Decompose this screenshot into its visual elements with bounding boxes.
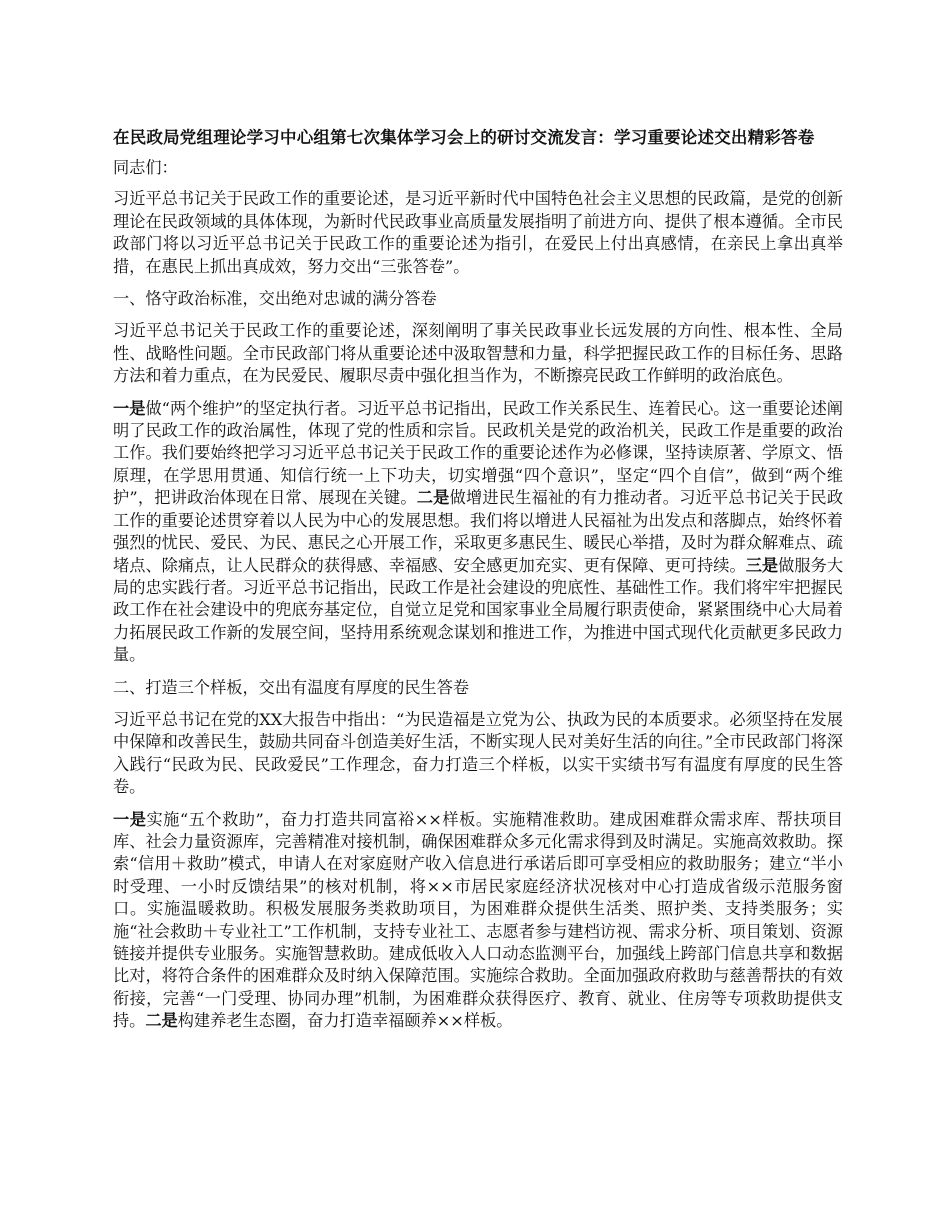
section-2-paragraph-1: 习近平总书记在党的XX大报告中指出：“为民造福是立党为公、执政为民的本质要求。必须坚持在发展中保障和改善民生，鼓励共同奋斗创造美好生活，不断实现人民对美好生活的向往。”全市民政部门将深入践行“民政为民、民政爱民”工作理念，奋力打造三个样板，以实干实绩书写有温度有厚度的民生答卷。 xyxy=(113,709,843,797)
section-1-heading: 一、恪守政治标准，交出绝对忠诚的满分答卷 xyxy=(113,289,437,309)
point-label-3: 三是 xyxy=(745,555,779,575)
point-label-1: 一是 xyxy=(113,398,146,418)
point-text-3: 做服务大局的忠实践行者。习近平总书记指出，民政工作是社会建设的兜底性、基础性工作。我们将牢牢把握民政工作在社会建设中的兜底夯基定位，自觉立足党和国家事业全局履行职责使命，紧紧围绕中心大局着力拓展民政工作新的发展空间，坚持用系统观念谋划和推进工作，为推进中国式现代化贡献更多民政力量。 xyxy=(113,555,844,665)
point-text-4: 实施“五个救助”，奋力打造共同富裕××样板。实施精准救助。建成困难群众需求库、帮扶项目库、社会力量资源库，完善精准对接机制，确保困难群众多元化需求得到及时满足。实施高效救助。探索“信用＋救助”模式，申请人在对家庭财产收入信息进行承诺后即可享受相应的救助服务；建立“半小时受理、一小时反馈结果”的核对机制，将××市居民家庭经济状况核对中心打造成省级示范服务窗口。实施温暖救助。积极发展服务类救助项目，为困难群众提供生活类、照护类、支持类服务；实施“社会救助＋专业社工”工作机制，支持专业社工、志愿者参与建档访视、需求分析、项目策划、资源链接并提供专业服务。实施智慧救助。建成低收入人口动态监测平台，加强线上跨部门信息共享和数据比对，将符合条件的困难群众及时纳入保障范围。实施综合救助。全面加强政府救助与慈善帮扶的有效衔接，完善“一门受理、协同办理”机制，为困难群众获得医疗、教育、就业、住房等专项救助提供支持。 xyxy=(113,809,843,1031)
document-title: 在民政局党组理论学习中心组第七次集体学习会上的研讨交流发言：学习重要论述交出精彩答卷 xyxy=(113,128,815,147)
intro-paragraph: 习近平总书记关于民政工作的重要论述，是习近平新时代中国特色社会主义思想的民政篇，是党的创新理论在民政领域的具体体现，为新时代民政事业高质量发展指明了前进方向、提供了根本遵循。全市民政部门将以习近平总书记关于民政工作的重要论述为指引，在爱民上付出真感情，在亲民上拿出真举措，在惠民上抓出真成效，努力交出“三张答卷”。 xyxy=(113,189,843,276)
section-1-paragraph-1: 习近平总书记关于民政工作的重要论述，深刻阐明了事关民政事业长远发展的方向性、根本性、全局性、战略性问题。全市民政部门将从重要论述中汲取智慧和力量，科学把握民政工作的目标任务、思路方法和着力重点，在为民爱民、履职尽责中强化担当作为，不断擦亮民政工作鲜明的政治底色。 xyxy=(113,321,843,386)
point-label-2: 二是 xyxy=(416,488,450,508)
point-text-2: 做增进民生福祉的有力推动者。习近平总书记关于民政工作的重要论述贯穿着以人民为中心的发展思想。我们将以增进人民福祉为出发点和落脚点，始终怀着强烈的忧民、爱民、为民、惠民之心开展工作，采取更多惠民生、暖民心举措，及时为群众解难点、疏堵点、除痛点，让人民群众的获得感、幸福感、安全感更加充实、更有保障、更可持续。 xyxy=(113,488,844,575)
point-label-4: 一是 xyxy=(113,809,147,829)
salutation: 同志们： xyxy=(113,158,178,177)
section-2-paragraph-2 xyxy=(113,809,843,1033)
point-text-5: 构建养老生态圈，奋力打造幸福颐养××样板。 xyxy=(177,1011,513,1031)
point-label-5: 二是 xyxy=(145,1011,178,1031)
point-text-1: 做“两个维护”的坚定执行者。习近平总书记指出，民政工作关系民生、连着民心。这一重要论述阐明了民政工作的政治属性，体现了党的性质和宗旨。民政机关是党的政治机关，民政工作是重要的政治工作。我们要始终把学习习近平总书记关于民政工作的重要论述作为必修课，坚持读原著、学原文、悟原理，在学思用贯通、知信行统一上下功夫，切实增强“四个意识”，坚定“四个自信”，做到“两个维护”，把讲政治体现在日常、展现在关键。 xyxy=(113,398,843,508)
document-page xyxy=(113,127,843,1043)
section-2-heading: 二、打造三个样板，交出有温度有厚度的民生答卷 xyxy=(113,677,470,697)
section-1-paragraph-2 xyxy=(113,398,843,667)
